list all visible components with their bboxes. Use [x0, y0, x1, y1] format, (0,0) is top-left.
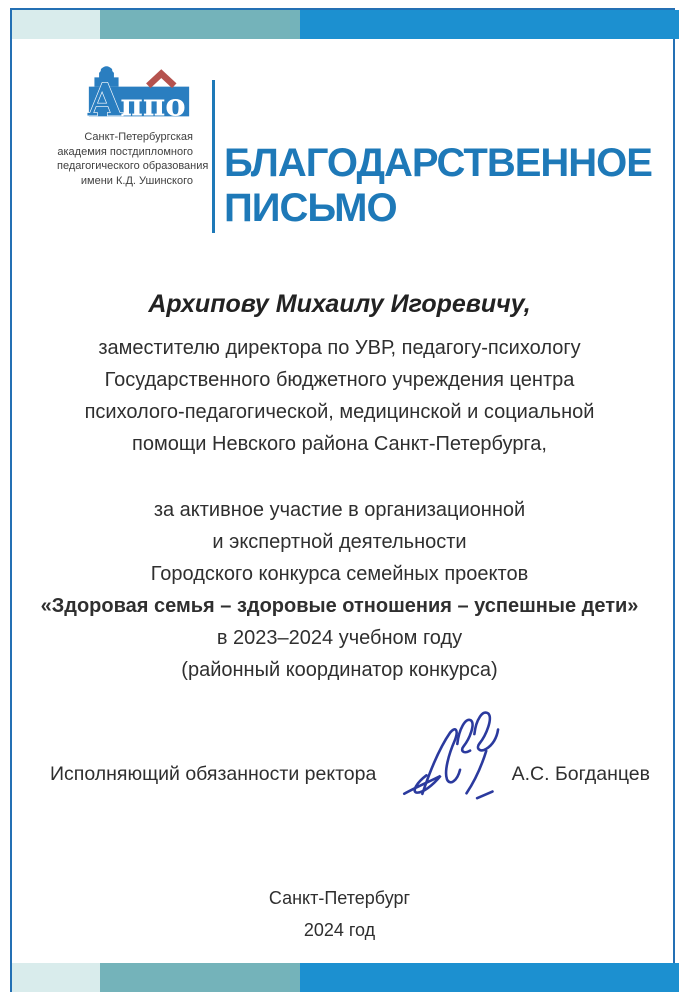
logo-acronym-letter-a: А — [87, 73, 124, 126]
signer-name: А.С. Богданцев — [511, 763, 650, 785]
contest-name-line: «Здоровая семья – здоровые отношения – успешные дети» — [40, 595, 639, 617]
top-bar-pale-segment — [12, 10, 100, 39]
caption-line: имени К.Д. Ушинского — [80, 174, 193, 187]
title-line-1: БЛАГОДАРСТВЕННОЕ — [224, 141, 652, 185]
logo-title-divider — [212, 80, 215, 233]
recipient-name: Архипову Михаилу Игоревичу, — [148, 290, 531, 318]
footer-city: Санкт-Петербург — [268, 888, 411, 908]
award-reason — [0, 494, 679, 686]
description-line: Государственного бюджетного учреждения центра — [104, 369, 575, 391]
logo-red-roof — [148, 74, 174, 86]
top-bar-teal-segment — [100, 10, 300, 39]
academy-name-caption — [57, 130, 209, 188]
top-decorative-bar — [12, 10, 679, 39]
bottom-bar-pale-segment — [12, 963, 100, 992]
title-line-2: ПИСЬМО — [224, 186, 397, 230]
description-line: психолого-педагогической, медицинской и социальной — [84, 401, 595, 423]
reason-line: в 2023–2024 учебном году — [216, 627, 463, 649]
caption-line: Санкт-Петербургская — [84, 131, 193, 143]
caption-line: академия постдипломного — [57, 145, 193, 158]
handwritten-signature — [390, 704, 525, 817]
document-title — [224, 141, 652, 231]
bottom-decorative-bar — [12, 963, 679, 992]
reason-line: и экспертной деятельности — [212, 531, 467, 553]
bottom-bar-teal-segment — [100, 963, 300, 992]
bottom-bar-blue-segment — [300, 963, 679, 992]
reason-line: за активное участие в организационной — [153, 499, 526, 521]
appo-building-logo-icon — [87, 64, 191, 126]
signer-position-title: Исполняющий обязанности ректора — [50, 763, 377, 785]
description-line: заместителю директора по УВР, педагогу-психологу — [98, 337, 581, 359]
reason-line: Городского конкурса семейных проектов — [150, 563, 529, 585]
top-bar-blue-segment — [300, 10, 679, 39]
appo-logo-block — [57, 64, 209, 188]
description-line: помощи Невского района Санкт-Петербурга, — [132, 433, 547, 455]
recipient-description — [0, 332, 679, 460]
reason-line: (районный координатор конкурса) — [181, 659, 498, 681]
caption-line: педагогического образования — [57, 160, 209, 172]
logo-acronym-rest: ппо — [120, 87, 186, 124]
footer-year: 2024 год — [303, 920, 376, 940]
